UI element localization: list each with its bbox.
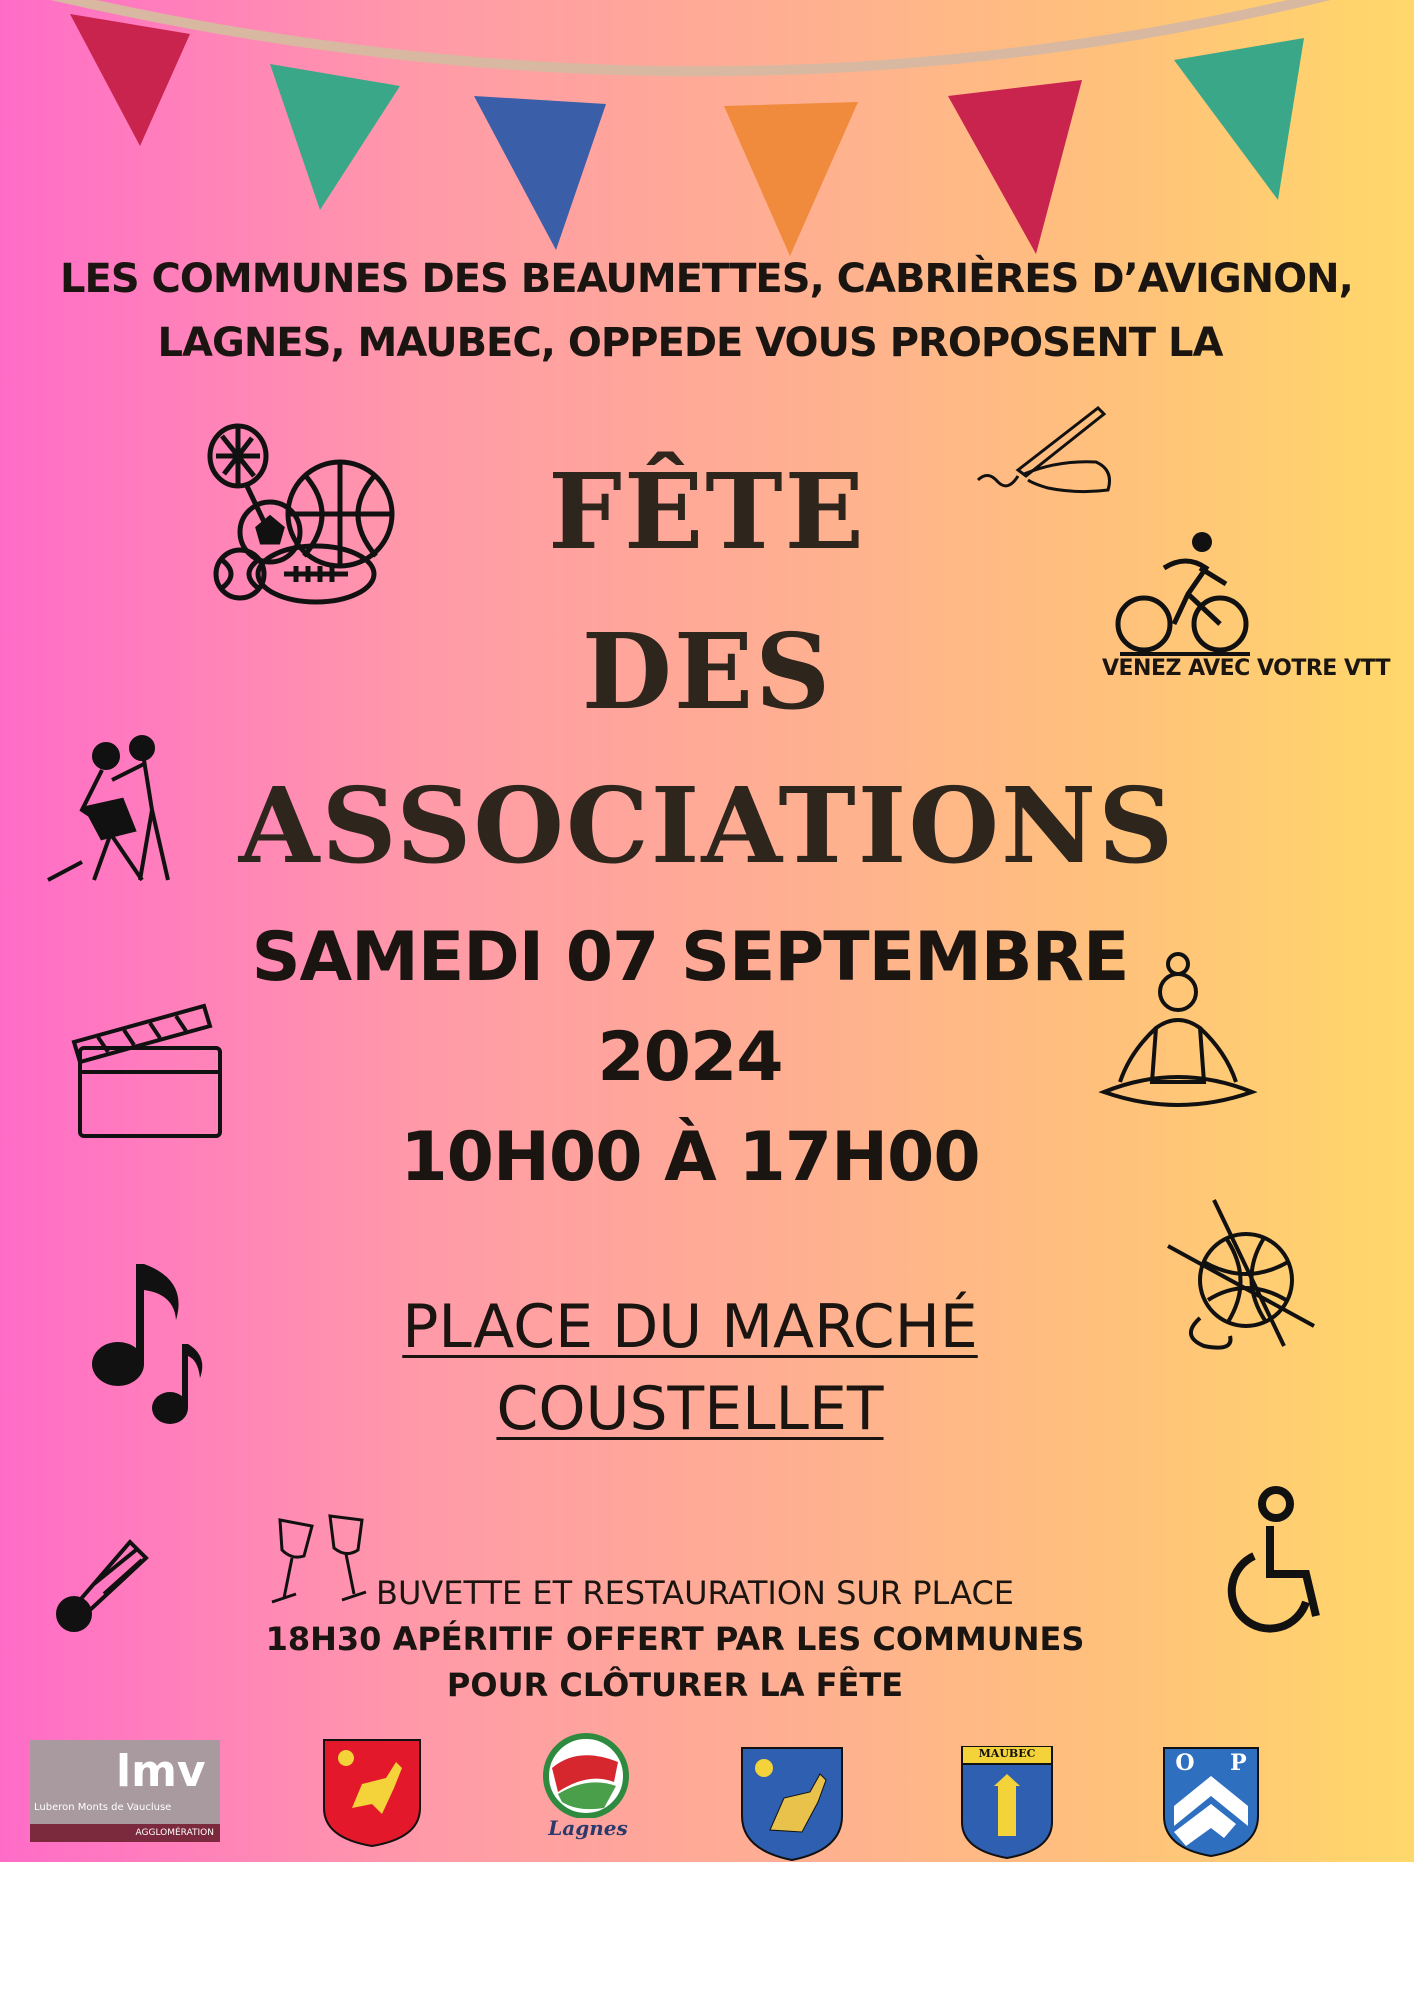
lmv-logo xyxy=(30,1740,220,1842)
event-day: SAMEDI 07 SEPTEMBRE xyxy=(251,918,1129,997)
cyclist-icon xyxy=(1116,528,1256,658)
info-line-3: POUR CLÔTURER LA FÊTE xyxy=(446,1666,904,1704)
bunting-flags xyxy=(0,0,1414,280)
lagnes-logo-label: Lagnes xyxy=(548,1816,628,1840)
maubec-coat-of-arms-shield xyxy=(960,1746,1054,1860)
location-line-2: COUSTELLET xyxy=(496,1374,884,1444)
title-line-3: ASSOCIATIONS xyxy=(238,764,1176,887)
lmv-logo-mark: lmv xyxy=(116,1746,206,1797)
lmv-logo-name: Luberon Monts de Vaucluse xyxy=(34,1802,172,1813)
writing-hand-icon xyxy=(978,400,1128,500)
wheelchair-icon xyxy=(1220,1486,1330,1636)
lagnes-logo-emblem xyxy=(538,1732,638,1818)
maubec-coat-of-arms xyxy=(960,1746,1054,1860)
yoga-icon xyxy=(1100,942,1260,1122)
lmv-logo-subtitle: AGGLOMÉRATION xyxy=(30,1824,220,1842)
title-line-1: FÊTE xyxy=(548,450,866,573)
oppede-coat-of-arms xyxy=(1162,1746,1260,1858)
oppede-letters: O P xyxy=(1175,1750,1247,1776)
maubec-label: MAUBEC xyxy=(978,1747,1036,1760)
lagnes-logo xyxy=(538,1732,638,1842)
cabrieres-coat-of-arms xyxy=(740,1746,844,1862)
intro-line-1: LES COMMUNES DES BEAUMETTES, CABRIÈRES D’AVIGNON, xyxy=(60,256,1353,302)
dancing-couple-icon xyxy=(42,730,182,890)
sports-balls-icon xyxy=(200,422,400,622)
event-hours: 10H00 À 17H00 xyxy=(400,1118,980,1197)
clapperboard-icon xyxy=(64,992,234,1142)
info-line-2: 18H30 APÉRITIF OFFERT PAR LES COMMUNES xyxy=(265,1620,1085,1658)
vtt-note: VENEZ AVEC VOTRE VTT xyxy=(1101,656,1391,681)
event-year: 2024 xyxy=(597,1018,783,1097)
title-line-2: DES xyxy=(581,610,833,733)
beaumettes-coat-of-arms xyxy=(322,1738,422,1848)
location-line-1: PLACE DU MARCHÉ xyxy=(402,1292,978,1362)
intro-line-2: LAGNES, MAUBEC, OPPEDE VOUS PROPOSENT LA xyxy=(157,320,1223,366)
info-line-1: BUVETTE ET RESTAURATION SUR PLACE xyxy=(376,1574,1014,1612)
